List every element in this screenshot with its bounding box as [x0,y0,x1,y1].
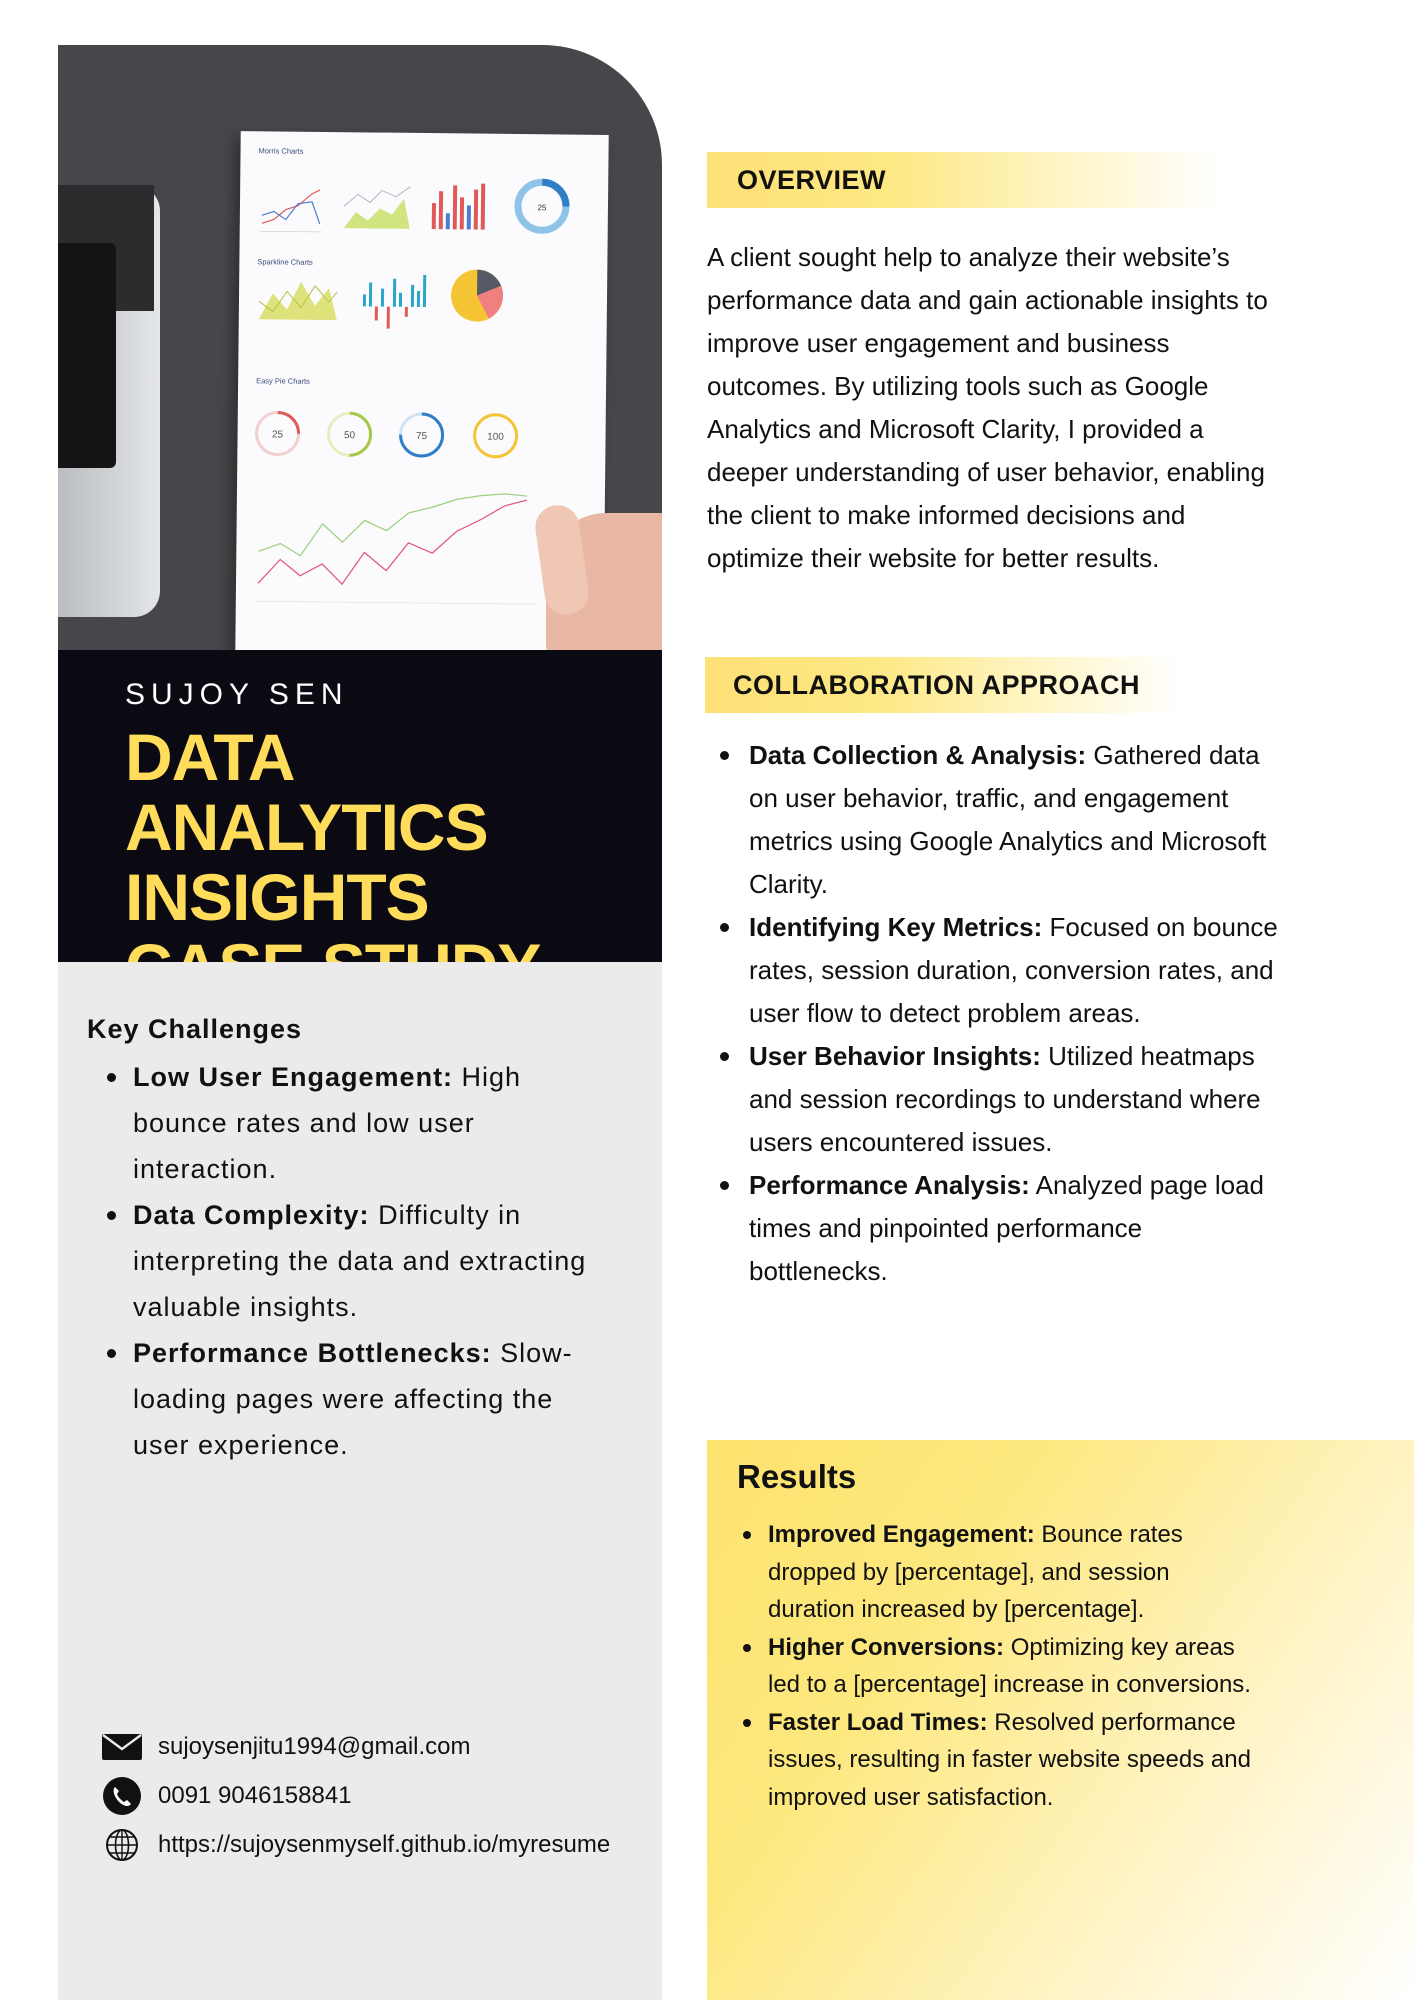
globe-icon [100,1827,144,1863]
email-icon [100,1729,144,1765]
title-line-1: DATA ANALYTICS [125,720,488,864]
author-name: SUJOY SEN [125,678,349,711]
hero-photo [58,45,662,650]
mini-line-chart [260,189,322,232]
email-text[interactable]: sujoysenjitu1994@gmail.com [158,1732,471,1760]
svg-text:25: 25 [271,429,284,441]
list-item: Performance Bottlenecks: Slow-loading pages were affecting the user experience. [103,1330,603,1468]
list-item: Identifying Key Metrics: Focused on bounce rates, session duration, conversion rates, and user flow to detect problem areas. [716,906,1286,1035]
paper-heading-pie: Easy Pie Charts [256,376,310,386]
list-item: Higher Conversions: Optimizing key areas led to a [percentage] increase in conversions. [742,1629,1262,1704]
results-list [742,1516,1262,1816]
list-item: Low User Engagement: High bounce rates and low user interaction. [103,1054,603,1192]
contact-info [100,1722,610,1869]
bottom-line-chart [256,491,537,604]
list-item: Faster Load Times: Resolved performance issues, resulting in faster website speeds and improved user satisfaction. [742,1704,1262,1817]
contact-email[interactable] [100,1722,610,1771]
mini-area-chart [344,186,410,229]
gauge-75 [400,414,442,456]
list-item: Data Collection & Analysis: Gathered data on user behavior, traffic, and engagement metrics using Google Analytics and Microsoft Clarity. [716,734,1286,906]
contact-website[interactable] [100,1820,610,1869]
overview-header: OVERVIEW [707,152,1219,208]
sparkline-bars [363,274,427,329]
key-challenges-section [58,962,662,2000]
phone-icon [100,1778,144,1814]
results-section [707,1440,1414,2000]
list-item: User Behavior Insights: Utilized heatmaps and session recordings to understand where users encountered issues. [716,1035,1286,1164]
list-item: Data Complexity: Difficulty in interpreting the data and extracting valuable insights. [103,1192,603,1330]
title-line-2: INSIGHTS [125,860,429,934]
key-challenges-list [103,1054,603,1468]
sparkline-pie [451,269,504,322]
laptop-image [58,185,160,617]
collaboration-header: COLLABORATION APPROACH [705,657,1181,713]
website-link[interactable]: https://sujoysenmyself.github.io/myresume [158,1830,611,1858]
gauge-25 [256,412,298,454]
list-item: Improved Engagement: Bounce rates dropped by [percentage], and session duration increased by [percentage]. [742,1516,1262,1629]
key-challenges-title: Key Challenges [87,1014,303,1044]
svg-text:50: 50 [343,430,356,442]
paper-heading-sparkline: Sparkline Charts [257,257,313,267]
overview-text: A client sought help to analyze their website’s performance data and gain actionable insights to improve user engagement and business outcomes. By utilizing tools such as Google Analytics and Microsoft Clarity, I provided a deeper understanding of user behavior, enabling the client to make informed decisions and optimize their website for better results. [707,242,1268,573]
phone-text[interactable]: 0091 9046158841 [158,1781,352,1809]
svg-text:75: 75 [415,430,428,443]
svg-text:100: 100 [487,431,504,443]
mini-donut-chart [518,182,567,231]
gauge-50 [328,413,370,455]
page-title [125,722,655,1002]
paper-heading-morris: Morris Charts [258,146,304,156]
results-title: Results [737,1458,857,1495]
collaboration-list [716,734,1286,1293]
mini-bar-chart [432,183,485,230]
title-block [58,650,662,962]
donut-value: 25 [537,203,547,213]
sparkline-area [259,281,337,320]
contact-phone[interactable] [100,1771,610,1820]
gauge-100 [474,415,516,457]
list-item: Performance Analysis: Analyzed page load times and pinpointed performance bottlenecks. [716,1164,1286,1293]
